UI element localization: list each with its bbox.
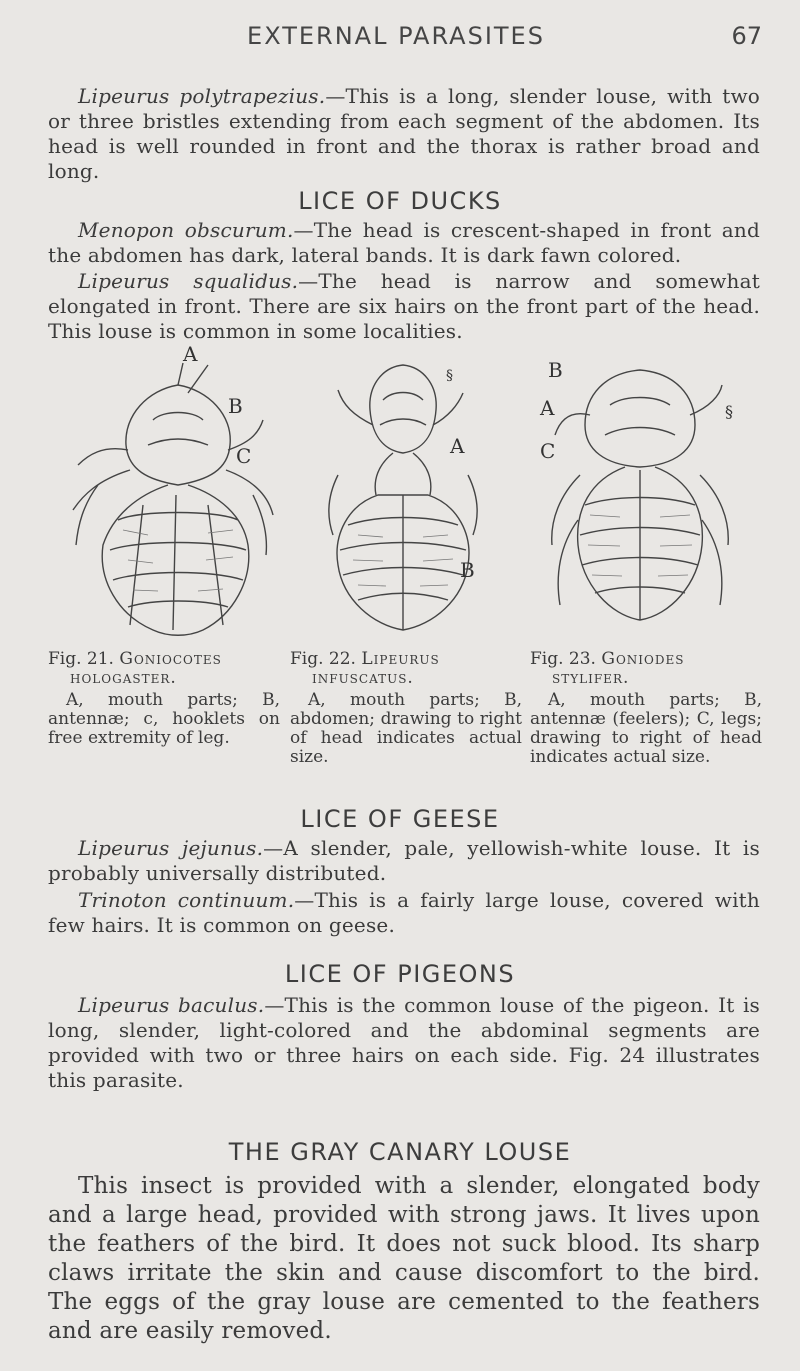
label-C: C — [236, 444, 252, 468]
louse-drawing — [298, 345, 518, 645]
paragraph-text: —This is a fairly large louse, covered with few hairs. It is common on geese. — [48, 888, 761, 937]
label-B: B — [228, 394, 243, 418]
figure-21-illustration — [58, 345, 278, 645]
paragraph-text: —This is a long, slender louse, with two or three bristles extending from each segment of the abdomen. Its head is well rounded in front and the thorax is rather broad and long. — [48, 84, 760, 183]
label-A: A — [540, 396, 555, 420]
figure-number: Fig. 23. — [530, 649, 596, 669]
species-name: Menopon obscurum. — [78, 218, 294, 242]
intro-paragraph — [48, 84, 760, 184]
species-name: Trinoton continuum. — [78, 888, 295, 912]
figure-number: Fig. 21. — [48, 649, 114, 669]
duck-paragraph-2 — [48, 269, 760, 344]
actual-size-mark: § — [725, 402, 733, 421]
paragraph-text: —This is the common louse of the pigeon. It is long, slender, light-colored and the abdominal segments are provided with two or three hairs on each side. Fig. 24 illustrates this parasite. — [48, 993, 760, 1092]
pigeon-paragraph — [48, 993, 760, 1093]
page-number: 67 — [731, 22, 762, 50]
figure-title: Lipeurus infuscatus. — [312, 649, 440, 688]
species-name: Lipeurus squalidus. — [78, 269, 299, 293]
louse-drawing — [58, 345, 278, 645]
figure-number: Fig. 22. — [290, 649, 356, 669]
figure-23-caption — [530, 650, 762, 767]
figure-title: Goniodes stylifer. — [552, 649, 685, 688]
section-heading-ducks: LICE OF DUCKS — [298, 187, 502, 215]
figure-caption-text: A, mouth parts; B, antennæ; c, hooklets on free extremity of leg. — [48, 690, 280, 748]
figure-caption-text: A, mouth parts; B, abdomen; drawing to right of head indicates actual size. — [290, 690, 522, 767]
species-name: Lipeurus jejunus. — [78, 836, 264, 860]
species-name: Lipeurus polytrapezius. — [78, 84, 326, 108]
running-title: EXTERNAL PARASITES — [247, 22, 545, 50]
paragraph-text: —A slender, pale, yellowish-white louse. It is probably universally distributed. — [48, 836, 760, 885]
section-heading-geese: LICE OF GEESE — [300, 805, 500, 833]
figure-22-caption — [290, 650, 522, 767]
paragraph-text: —The head is crescent-shaped in front and the abdomen has dark, lateral bands. It is dark fawn colored. — [48, 218, 761, 267]
geese-paragraph-2 — [48, 888, 760, 938]
figure-caption-text: A, mouth parts; B, antennæ (feelers); C, legs; drawing to right of head indicates actual size. — [530, 690, 762, 767]
louse-drawing — [530, 345, 750, 645]
figure-title: Goniocotes hologaster. — [70, 649, 222, 688]
duck-paragraph-1 — [48, 218, 760, 268]
label-B: B — [548, 358, 563, 382]
figure-21-caption — [48, 650, 280, 748]
label-C: C — [540, 439, 556, 463]
label-B: B — [460, 558, 475, 582]
actual-size-mark: § — [446, 368, 453, 384]
running-head — [0, 22, 800, 56]
section-heading-canary: THE GRAY CANARY LOUSE — [228, 1138, 572, 1166]
label-A: A — [450, 434, 465, 458]
figure-23-illustration — [530, 345, 750, 645]
canary-paragraph: This insect is provided with a slender, elongated body and a large head, provided with strong jaws. It lives upon the feathers of the bird. It does not suck blood. Its sharp claws irritate the skin and cause discomfort to the bird. The eggs of the gray louse are cemented to the feathers and are easily removed. — [48, 1173, 760, 1344]
species-name: Lipeurus baculus. — [78, 993, 265, 1017]
section-heading-pigeons: LICE OF PIGEONS — [284, 960, 516, 988]
figure-22-illustration — [298, 345, 518, 645]
paragraph-text: —The head is narrow and somewhat elongated in front. There are six hairs on the front part of the head. This louse is common in some localities. — [48, 269, 760, 343]
label-A: A — [183, 345, 198, 366]
geese-paragraph-1 — [48, 836, 760, 886]
